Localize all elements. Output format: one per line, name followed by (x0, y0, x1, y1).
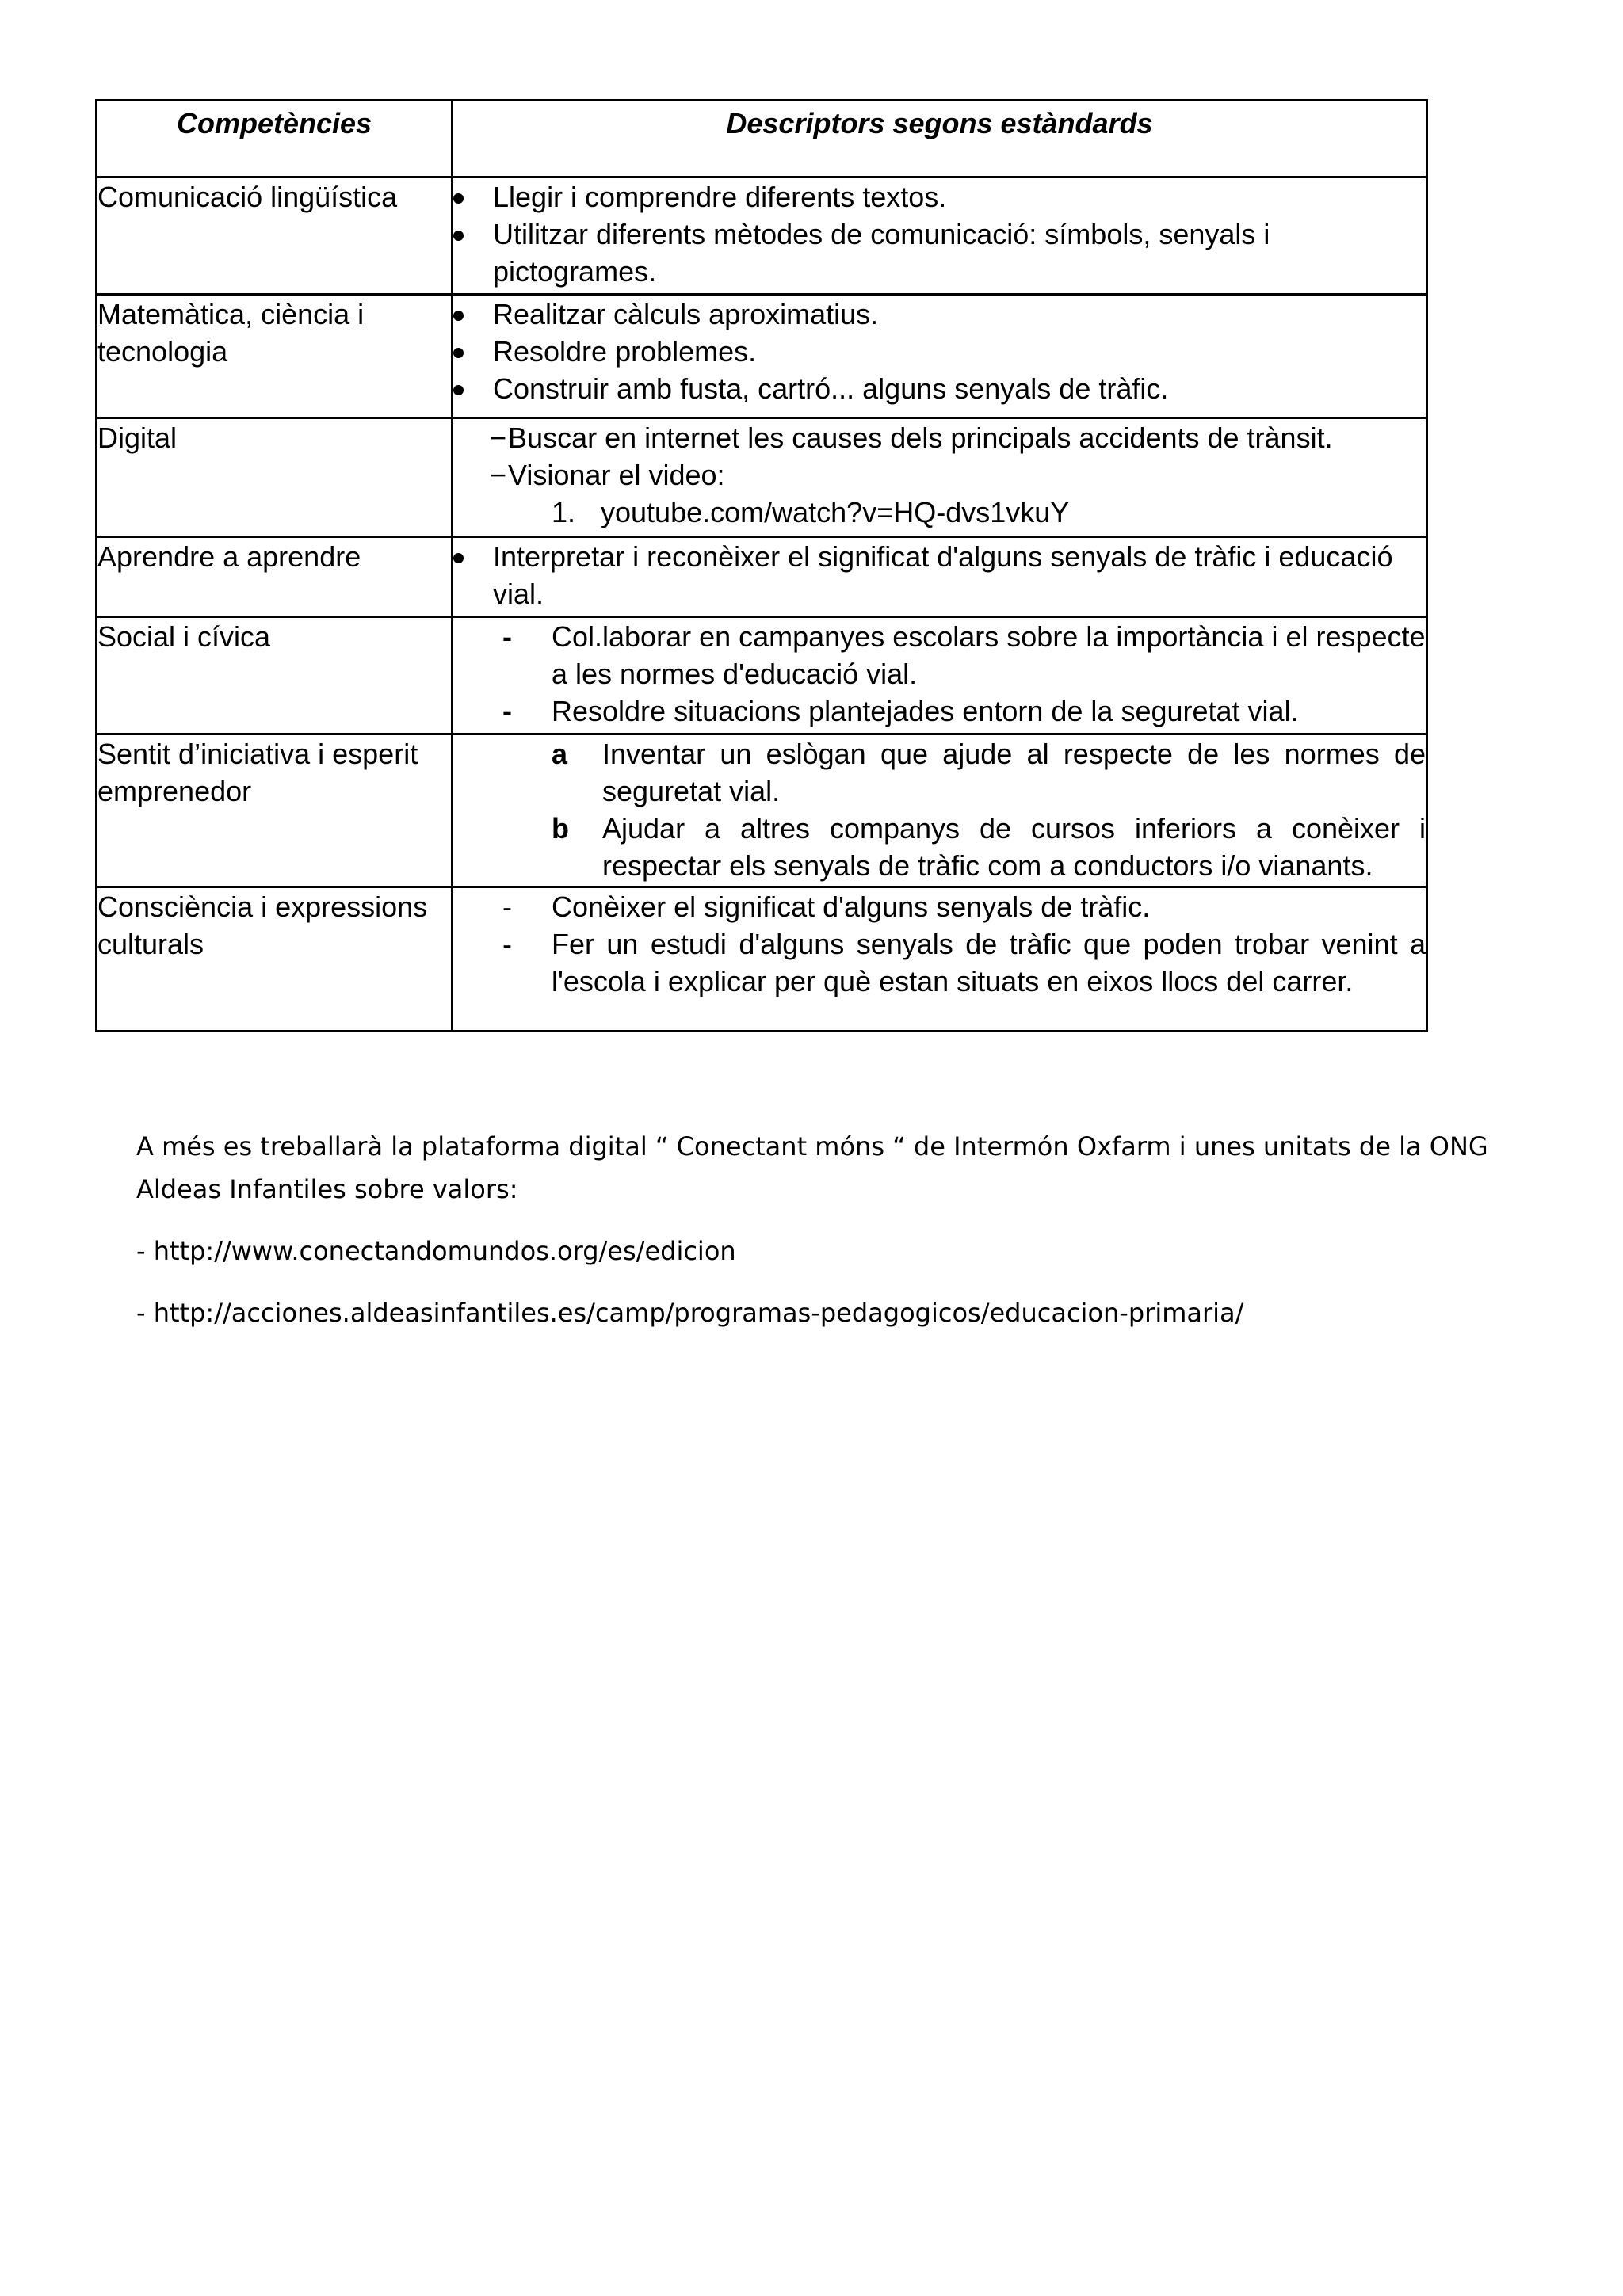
bullet-icon (453, 348, 464, 358)
descriptor-cell (453, 177, 1427, 295)
bullet-icon (453, 231, 464, 241)
minus-icon: − (490, 421, 507, 454)
descriptor-list (453, 618, 1426, 730)
descriptor-list (453, 296, 1426, 407)
list-number: 1. (552, 496, 576, 528)
list-item: Realitzar càlculs aproximatius. (453, 296, 1426, 333)
list-item: - Col.laborar en campanyes escolars sobre la importància i el respecte a les normes d'educació vial. (453, 618, 1426, 692)
descriptor-cell (453, 887, 1427, 1032)
table-row (97, 734, 1427, 887)
table-row (97, 295, 1427, 418)
competences-table (95, 99, 1428, 1032)
resources-paragraph: A més es treballarà la plataforma digital “ Conectant móns “ de Intermón Oxfarm i unes unitats de la ONG Aldeas Infantiles sobre valors: (136, 1131, 1488, 1204)
resource-link[interactable]: - http://www.conectandomundos.org/es/edicion (136, 1236, 736, 1266)
bullet-icon (453, 311, 464, 321)
descriptor-cell (453, 734, 1427, 887)
table-row (97, 537, 1427, 617)
table-row (97, 617, 1427, 734)
list-item: a Inventar un eslògan que ajude al respecte de les normes de seguretat vial. (453, 735, 1426, 810)
dash-icon: - (502, 695, 512, 727)
list-item: Interpretar i reconèixer el significat d'alguns senyals de tràfic i educació vial. (453, 538, 1426, 612)
table-row (97, 418, 1427, 537)
additional-resources (136, 1125, 1531, 1334)
descriptor-list (453, 178, 1426, 290)
bullet-icon (453, 193, 464, 204)
letter-marker: a (552, 738, 568, 770)
competence-cell: Digital (97, 418, 453, 537)
list-item: - Resoldre situacions plantejades entorn de la seguretat vial. (453, 692, 1426, 730)
descriptor-cell (453, 295, 1427, 418)
bullet-icon (453, 553, 464, 563)
list-item: Resoldre problemes. (453, 333, 1426, 370)
header-descriptors: Descriptors segons estàndards (453, 101, 1427, 177)
resource-link[interactable]: - http://acciones.aldeasinfantiles.es/camp/programas-pedagogicos/educacion-primaria/ (136, 1298, 1244, 1328)
dash-icon: - (502, 620, 512, 653)
competence-cell: Comunicació lingüística (97, 177, 453, 295)
competence-cell: Aprendre a aprendre (97, 537, 453, 617)
descriptor-cell (453, 418, 1427, 537)
competence-cell: Social i cívica (97, 617, 453, 734)
letter-marker: b (552, 812, 569, 845)
dash-icon: - (502, 928, 512, 960)
header-competencies: Competències (97, 101, 453, 177)
descriptor-cell (453, 537, 1427, 617)
descriptor-list (453, 538, 1426, 612)
table-header-row (97, 101, 1427, 177)
list-item: −Visionar el video: (490, 459, 725, 491)
descriptor-cell (453, 617, 1427, 734)
minus-icon: − (490, 459, 507, 491)
competence-cell: Sentit d’iniciativa i esperit emprenedor (97, 734, 453, 887)
list-item: - Fer un estudi d'alguns senyals de tràfic que poden trobar venint a l'escola i explicar per què estan situats en eixos llocs del carrer. (453, 925, 1426, 1000)
competence-cell: Consciència i expressions culturals (97, 887, 453, 1032)
video-link: youtube.com/watch?v=HQ-dvs1vkuY (601, 496, 1070, 528)
descriptor-list (453, 735, 1426, 884)
list-item: b Ajudar a altres companys de cursos inferiors a conèixer i respectar els senyals de tràfic com a conductors i/o vianants. (453, 810, 1426, 884)
list-item: −Buscar en internet les causes dels principals accidents de trànsit. (490, 421, 1333, 454)
list-item: Utilitzar diferents mètodes de comunicació: símbols, senyals i pictogrames. (453, 215, 1426, 290)
dash-icon: - (502, 891, 512, 923)
bullet-icon (453, 385, 464, 395)
table-row (97, 887, 1427, 1032)
descriptor-list (453, 419, 1426, 531)
list-item: Construir amb fusta, cartró... alguns senyals de tràfic. (453, 370, 1426, 407)
list-item: - Conèixer el significat d'alguns senyals de tràfic. (453, 888, 1426, 925)
list-item: Llegir i comprendre diferents textos. (453, 178, 1426, 215)
competence-cell: Matemàtica, ciència i tecnologia (97, 295, 453, 418)
sub-list-item (453, 494, 1426, 531)
descriptor-list (453, 888, 1426, 1000)
table-row (97, 177, 1427, 295)
